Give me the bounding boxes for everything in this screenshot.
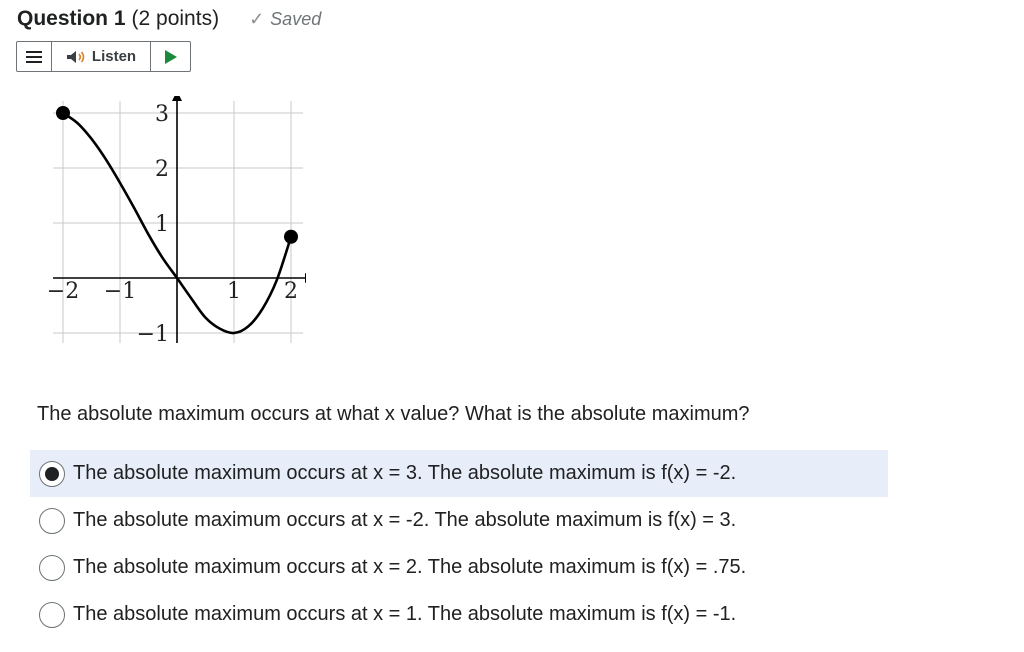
read-aloud-toolbar: [16, 41, 191, 72]
x-axis-arrow: [305, 273, 306, 283]
saved-status: [249, 9, 321, 30]
x-tick-label: −2: [46, 279, 80, 304]
option-label: The absolute maximum occurs at x = 1. The absolute maximum is f(x) = -1.: [73, 603, 737, 625]
function-graph: [44, 96, 306, 354]
x-tick-label: −1: [103, 279, 137, 304]
radio-button[interactable]: [39, 508, 65, 534]
answer-option-3[interactable]: [30, 544, 888, 591]
saved-label: Saved: [270, 8, 322, 29]
option-label: The absolute maximum occurs at x = 3. The absolute maximum is f(x) = -2.: [73, 462, 737, 484]
answer-option-4[interactable]: [30, 591, 888, 638]
radio-button[interactable]: [39, 461, 65, 487]
graph-axes: [53, 96, 306, 343]
radio-button[interactable]: [39, 602, 65, 628]
option-label: The absolute maximum occurs at x = 2. The absolute maximum is f(x) = .75.: [73, 556, 747, 578]
radio-selected-dot: [45, 467, 59, 481]
endpoint-dot: [284, 230, 298, 244]
answer-options: [30, 450, 888, 638]
x-tick-label: 2: [284, 279, 298, 304]
y-tick-label: −1: [136, 322, 169, 347]
listen-button[interactable]: [52, 42, 151, 71]
menu-icon: [26, 51, 42, 63]
question-points: (2 points): [131, 7, 220, 30]
listen-label: Listen: [91, 48, 137, 65]
question-title: Question 1: [17, 7, 126, 30]
answer-option-2[interactable]: [30, 497, 888, 544]
speaker-icon: [66, 50, 86, 64]
y-axis-arrow: [172, 96, 182, 101]
play-icon: [165, 50, 177, 64]
question-prompt: The absolute maximum occurs at what x value? What is the absolute maximum?: [37, 403, 750, 425]
y-tick-label: 1: [155, 212, 169, 237]
x-tick-label: 1: [227, 279, 241, 304]
radio-button[interactable]: [39, 555, 65, 581]
question-header: [17, 5, 321, 33]
endpoint-dot: [56, 106, 70, 120]
y-tick-label: 2: [155, 157, 169, 182]
answer-option-1[interactable]: [30, 450, 888, 497]
y-tick-label: 3: [155, 102, 169, 127]
option-label: The absolute maximum occurs at x = -2. The absolute maximum is f(x) = 3.: [73, 509, 737, 531]
menu-button[interactable]: [17, 42, 52, 71]
play-button[interactable]: [151, 42, 190, 71]
check-icon: ✓: [249, 8, 265, 29]
